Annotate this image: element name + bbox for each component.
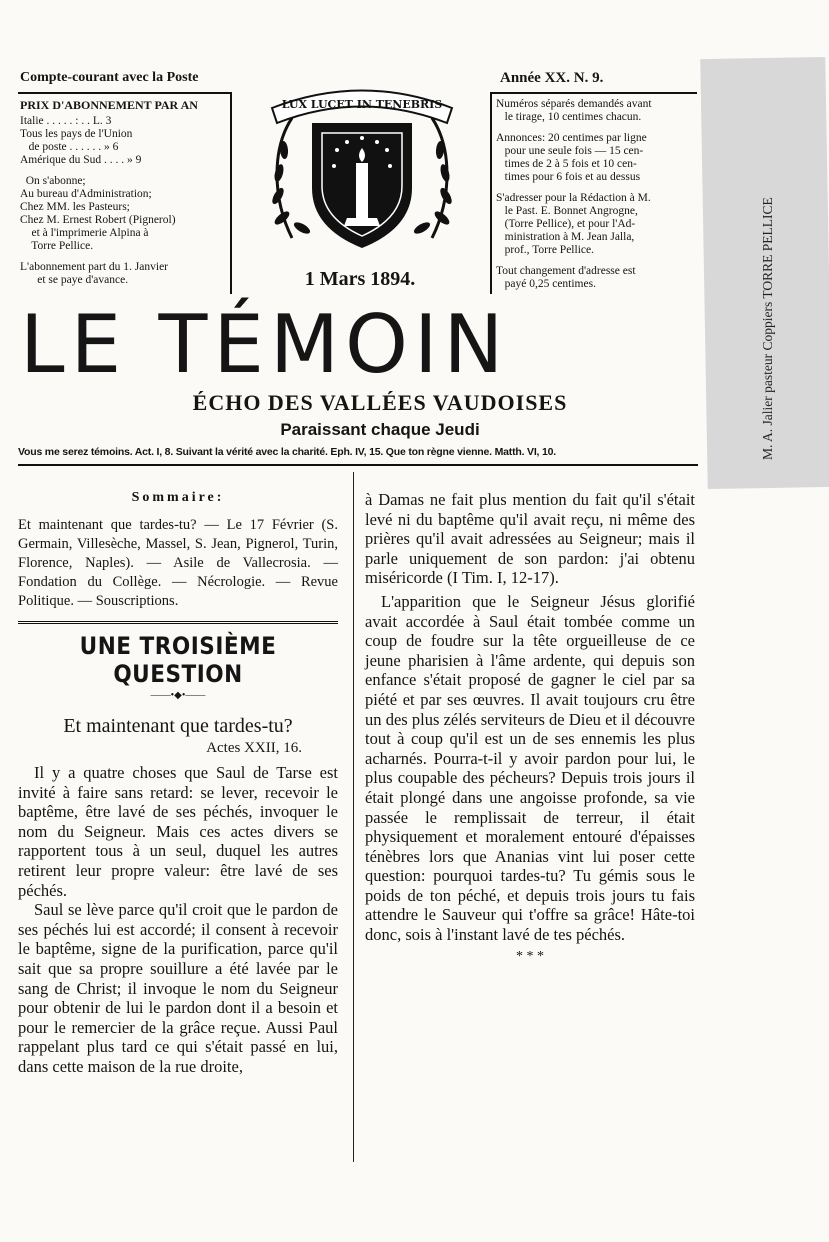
subscription-box bbox=[18, 92, 232, 294]
issue-date: 1 Mars 1894. bbox=[304, 268, 416, 290]
sub-lines-line bbox=[20, 253, 230, 261]
sub-lines-line: Italie . . . . . : . . L. 3 bbox=[20, 115, 112, 127]
postal-account-note: Compte-courant avec la Poste bbox=[20, 70, 199, 85]
sub-lines-line: On s'abonne; bbox=[20, 175, 86, 187]
info-lines-line bbox=[496, 124, 697, 132]
info-lines-line: times pour 6 fois et au dessus bbox=[496, 171, 641, 183]
subscription-details bbox=[20, 115, 230, 287]
sub-lines-line bbox=[20, 167, 230, 175]
sommaire-title: Sommaire: bbox=[131, 490, 225, 505]
info-lines-line: times de 2 à 5 fois et 10 cen- bbox=[496, 158, 637, 170]
info-lines-line bbox=[496, 184, 697, 192]
info-lines-line: Annonces: 20 centimes par ligne bbox=[496, 132, 647, 144]
separator-asterisks: * * * bbox=[516, 948, 544, 964]
sub-lines-line: de poste . . . . . . » 6 bbox=[20, 141, 119, 153]
sub-lines-line: Amérique du Sud . . . . » 9 bbox=[20, 154, 142, 166]
info-lines-line: Numéros séparés demandés avant bbox=[496, 98, 652, 110]
column-divider bbox=[353, 472, 354, 1162]
info-lines-line: S'adresser pour la Rédaction à M. bbox=[496, 192, 651, 204]
bible-reference: Actes XXII, 16. bbox=[206, 740, 302, 756]
sub-lines-line: Chez M. Ernest Robert (Pignerol) bbox=[20, 214, 176, 226]
info-lines-line: payé 0,25 centimes. bbox=[496, 278, 596, 290]
subscription-title: PRIX D'ABONNEMENT PAR AN bbox=[20, 98, 198, 112]
sub-lines-line: et à l'imprimerie Alpina à bbox=[20, 227, 149, 239]
info-lines-line: prof., Torre Pellice. bbox=[496, 244, 594, 256]
article-paragraph-2: Saul se lève parce qu'il croit que le pardon de ses péchés lui est accordé; il consent à recevoir le baptême, signe de la purification, parce qu'il sait que sa propre souillure a été lavée par le sang de Christ; il invoque le nom du Seigneur pour obtenir de lui le pardon dont il a besoin et pour le remercier de la grâce reçue. Aussi Paul rappelant plus tard ce qui s'était passé en lui, dans cette maison de la rue droite, bbox=[18, 900, 338, 1076]
info-lines-line: pour une seule fois — 15 cen- bbox=[496, 145, 644, 157]
article-paragraph-4: L'apparition que le Seigneur Jésus glorifié avait accordée à Saul était tombée comme un coup de foudre sur la tête orgueilleuse de ce jeune pharisien à l'âme ardente, qui depuis son enfance s'était proposé de gagner le ciel par sa piété et par ses œuvres. Il avait toujours cru être un des plus zélés serviteurs de Dieu et il découvre tout à coup qu'il est un de ses ennemis les plus acharnés. Pourra-t-il y avoir pardon pour lui, le plus coupable des pécheurs? Depuis trois jours il était plongé dans une angoisse profonde, sa vie passée le remplissait de terreur, il était physiquement et moralement entouré d'épaisses ténèbres lors que Ananias vint lui poser cette question: pourquoi tardes-tu? Tu gémis sous le poids de ton péché, et depuis trois jours tu fais attendre le Sauveur qui t'offre sa grâce! Hâte-toi donc, sois à l'instant lavé de tes péchés. bbox=[365, 591, 695, 945]
info-box bbox=[490, 92, 697, 294]
vaudois-emblem-icon bbox=[252, 78, 472, 258]
info-details bbox=[496, 98, 697, 291]
info-lines-line: ministration à M. Jean Jalla, bbox=[496, 231, 635, 243]
article-paragraph-1: Il y a quatre choses que Saul de Tarse est invité à faire sans retard: se lever, recevoir le baptême, être lavé de ses péchés, invoquer le nom du Seigneur. Mais ces actes divers se rapportent tous à un seul, duquel les autres retirent leur propre valeur: être lavé de ses péchés. bbox=[18, 763, 338, 900]
sub-lines-line: Torre Pellice. bbox=[20, 240, 94, 252]
publication-frequency: Paraissant chaque Jeudi bbox=[280, 420, 480, 439]
sommaire-text: Et maintenant que tardes-tu? — Le 17 Février (S. Germain, Villesèche, Massel, S. Jean, Pignerol, Turin, Florence, Naples). — Asile de Vallecrosia. — Fondation du Collège. — Nécrologie. — Revue Politique. — Souscriptions. bbox=[18, 517, 338, 609]
sub-lines-line: et se paye d'avance. bbox=[20, 274, 129, 286]
right-column bbox=[365, 490, 695, 965]
article-subheading: Et maintenant que tardes-tu? bbox=[63, 715, 293, 737]
info-lines-line bbox=[496, 257, 697, 265]
info-lines-line: le Past. E. Bonnet Angrogne, bbox=[496, 205, 638, 217]
emblem-motto: LUX LUCET IN TENEBRIS bbox=[281, 98, 443, 111]
info-lines-line: (Torre Pellice), et pour l'Ad- bbox=[496, 218, 636, 230]
sub-lines-line: Tous les pays de l'Union bbox=[20, 128, 133, 140]
left-column bbox=[18, 490, 338, 1077]
info-lines-line: le tirage, 10 centimes chacun. bbox=[496, 111, 642, 123]
masthead-rule bbox=[18, 464, 698, 466]
ornament-icon: ——•◆•—— bbox=[150, 690, 206, 701]
article-heading: UNE TROISIÈME QUESTION bbox=[79, 632, 277, 688]
newspaper-title: LE TÉMOIN bbox=[20, 298, 510, 391]
newspaper-subtitle: ÉCHO DES VALLÉES VAUDOISES bbox=[192, 390, 568, 415]
section-rule bbox=[18, 621, 338, 624]
year-issue-number: Année XX. N. 9. bbox=[500, 70, 604, 86]
sub-lines-line: Chez MM. les Pasteurs; bbox=[20, 201, 130, 213]
article-paragraph-3: à Damas ne fait plus mention du fait qu'il s'était levé ni du baptême qu'il avait reçu, ni même des prières qu'il avait adressées au Seigneur; mais il parle uniquement de son pardon: j'ai obtenu miséricorde (I Tim. I, 12-17). bbox=[365, 490, 695, 588]
mottos-line: Vous me serez témoins. Act. I, 8. Suivant la vérité avec la charité. Eph. IV, 15. Que ton règne vienne. Matth. VI, 10. bbox=[18, 446, 556, 458]
sub-lines-line: Au bureau d'Administration; bbox=[20, 188, 152, 200]
sub-lines-line: L'abonnement part du 1. Janvier bbox=[20, 261, 169, 273]
info-lines-line: Tout changement d'adresse est bbox=[496, 265, 636, 277]
stamp-text: M. A. Jalier pasteur Coppiers TORRE PELLICE bbox=[760, 197, 775, 460]
